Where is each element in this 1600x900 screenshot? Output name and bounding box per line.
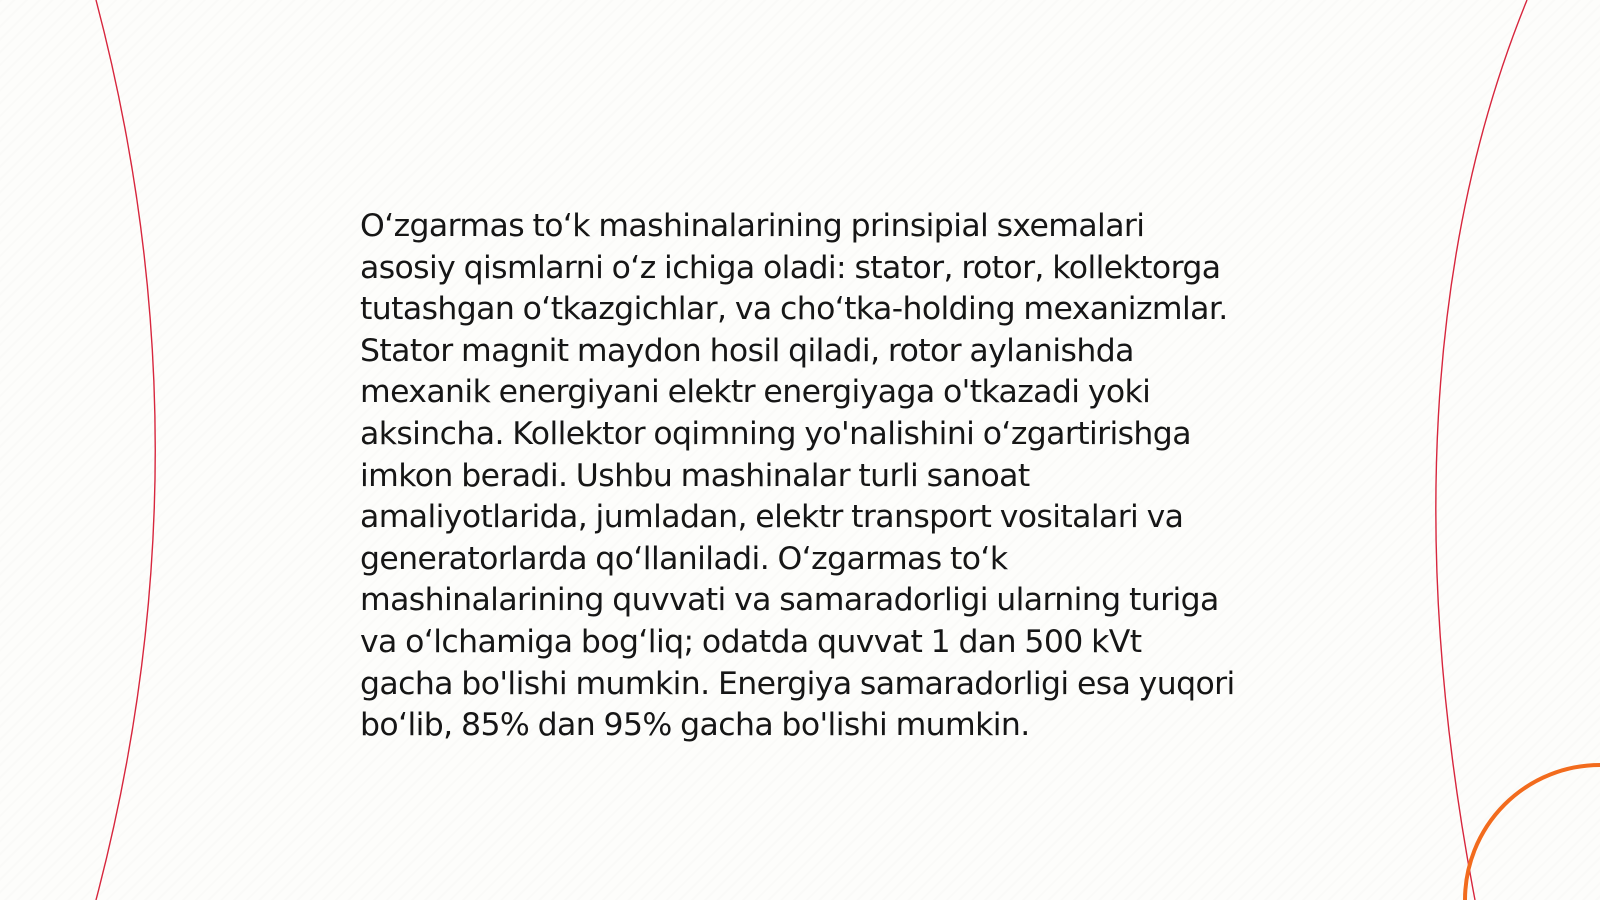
left-curve-line [96, 0, 155, 900]
right-curve-line [1436, 0, 1527, 900]
orange-accent-arc [1465, 765, 1600, 900]
body-paragraph: O‘zgarmas to‘k mashinalarining prinsipial sxemalari asosiy qismlarni o‘z ichiga oladi: stator, rotor, kollektorga tutashgan o‘tkazgichlar, va cho‘tka-holding mexanizmlar. Stator magnit maydon hosil qiladi, rotor aylanishda mexanik energiyani elektr energiyaga o'tkazadi yoki aksincha. Kollektor oqimning yo'nalishini o‘zgartirishga imkon beradi. Ushbu mashinalar turli sanoat amaliyotlarida, jumladan, elektr transport vositalari va generatorlarda qo‘llaniladi. O‘zgarmas to‘k mashinalarining quvvati va samaradorligi ularning turiga va o‘lchamiga bog‘liq; odatda quvvat 1 dan 500 kVt gacha bo'lishi mumkin. Energiya samaradorligi esa yuqori bo‘lib, 85% dan 95% gacha bo'lishi mumkin. [360, 208, 1235, 744]
